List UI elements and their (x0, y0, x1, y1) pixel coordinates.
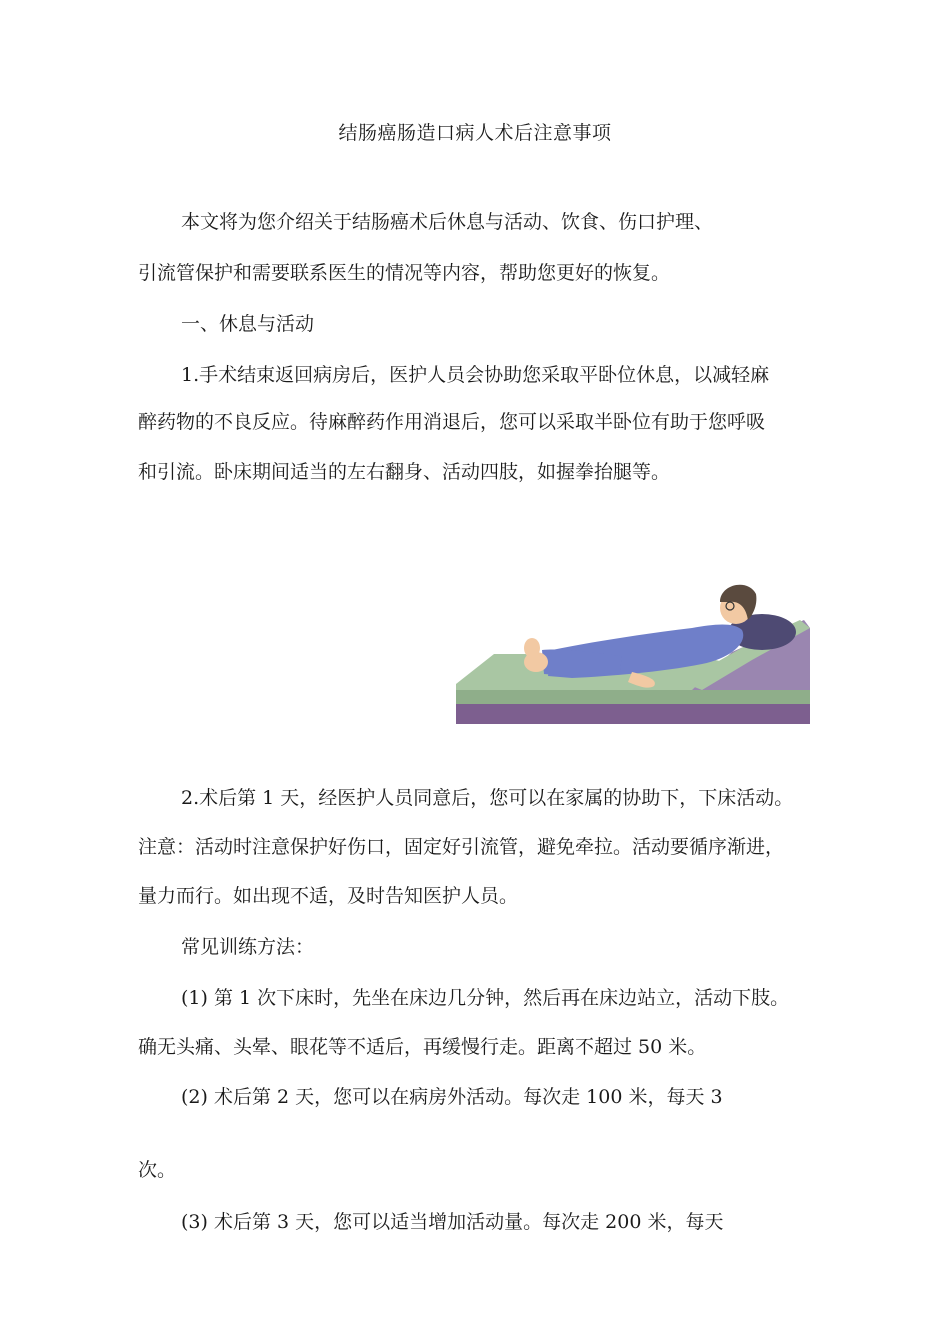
paragraph-line: 引流管保护和需要联系医生的情况等内容，帮助您更好的恢复。 (138, 262, 671, 284)
patient-semi-reclining-illustration (452, 572, 814, 732)
mattress-base-top-edge (456, 690, 810, 704)
paragraph-line: 量力而行。如出现不适，及时告知医护人员。 (138, 885, 519, 907)
paragraph-line: (1) 第 1 次下床时，先坐在床边几分钟，然后再在床边站立，活动下肢。 (181, 987, 790, 1009)
paragraph-line: (2) 术后第 2 天，您可以在病房外活动。每次走 100 米，每天 3 (181, 1086, 723, 1108)
paragraph-line: 次。 (138, 1159, 177, 1181)
section-heading: 常见训练方法： (181, 936, 315, 958)
document-title: 结肠癌肠造口病人术后注意事项 (338, 122, 612, 144)
paragraph-line: (3) 术后第 3 天，您可以适当增加活动量。每次走 200 米，每天 (181, 1211, 724, 1233)
paragraph-line: 本文将为您介绍关于结肠癌术后休息与活动、饮食、伤口护理、 (181, 211, 714, 233)
section-heading: 一、休息与活动 (181, 313, 315, 335)
paragraph-line: 2.术后第 1 天，经医护人员同意后，您可以在家属的协助下，下床活动。 (181, 787, 794, 809)
paragraph-line: 醉药物的不良反应。待麻醉药作用消退后，您可以采取半卧位有助于您呼吸 (138, 411, 766, 433)
paragraph-line: 和引流。卧床期间适当的左右翻身、活动四肢，如握拳抬腿等。 (138, 461, 671, 483)
paragraph-line: 确无头痛、头晕、眼花等不适后，再缓慢行走。距离不超过 50 米。 (138, 1036, 707, 1058)
paragraph-line: 注意：活动时注意保护好伤口，固定好引流管，避免牵拉。活动要循序渐进， (138, 836, 785, 858)
paragraph-line: 1.手术结束返回病房后，医护人员会协助您采取平卧位休息，以减轻麻 (181, 364, 770, 386)
